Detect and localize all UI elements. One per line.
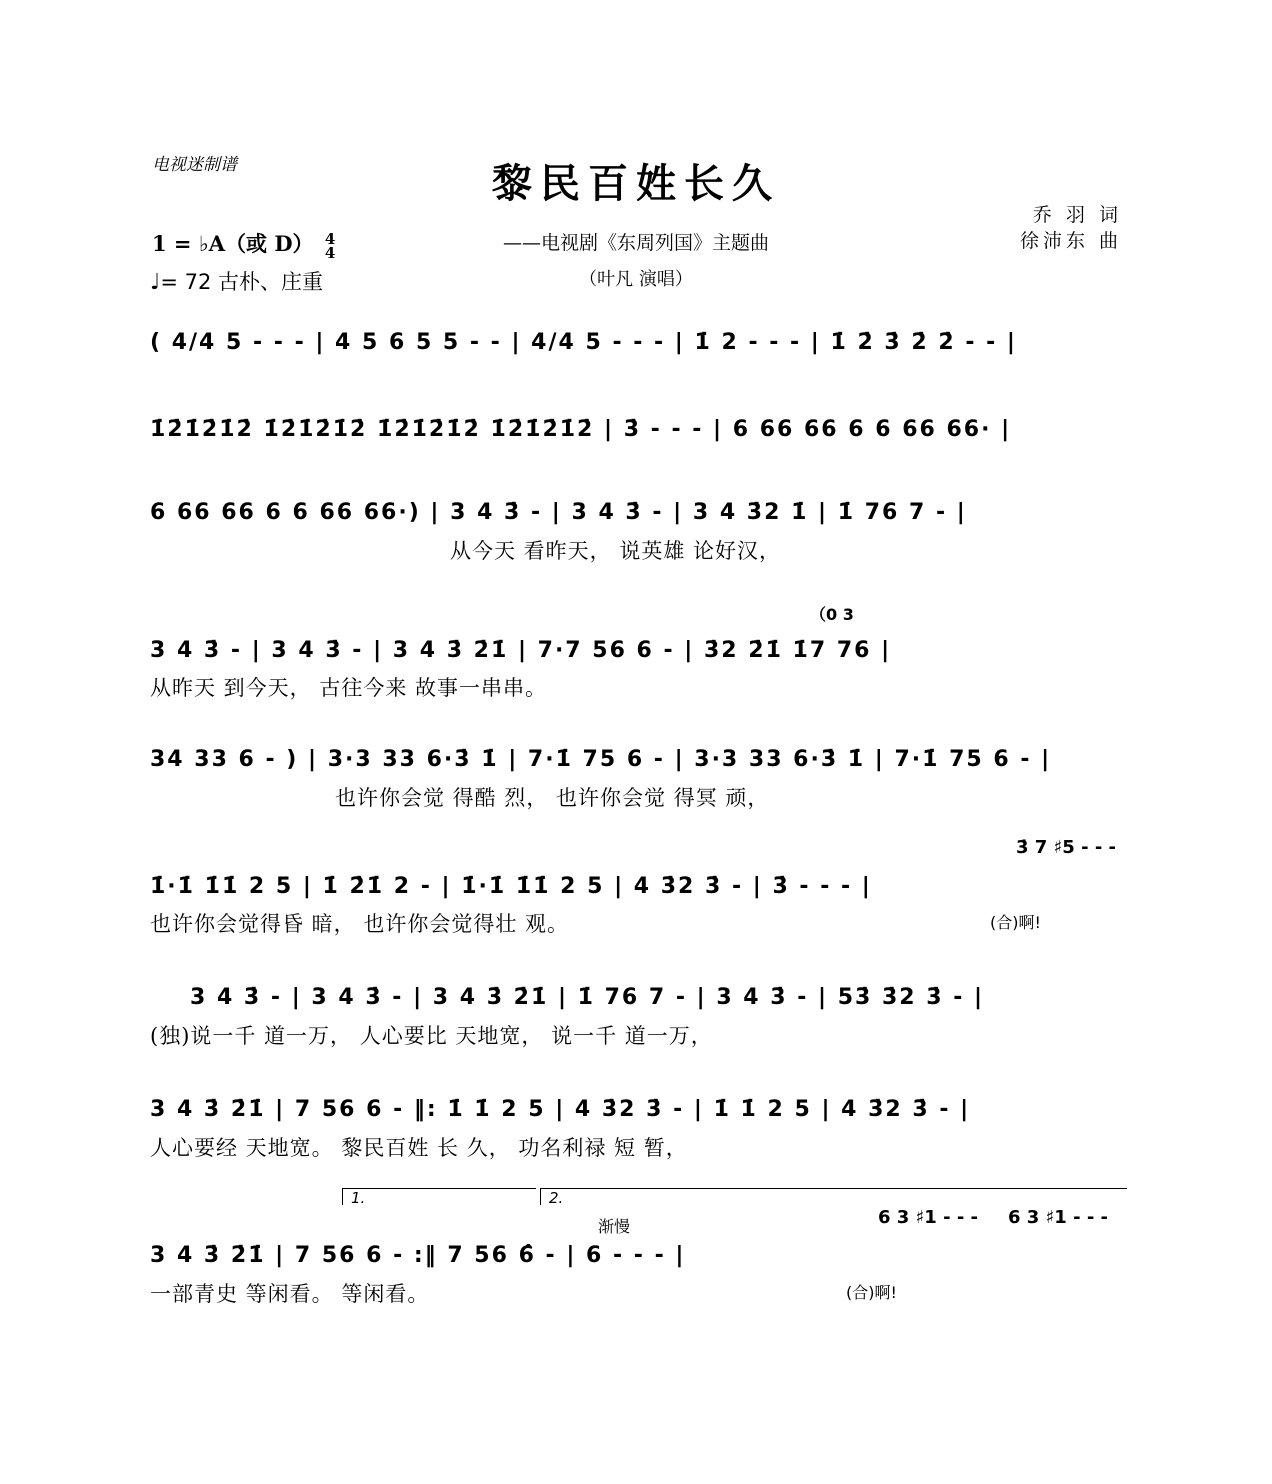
quarter-note-icon: ♩ xyxy=(150,270,161,295)
time-signature: 4 4 xyxy=(324,229,336,262)
notes-line: 34 33 6 - ) | 3·3 33 6·3̇ 1̇ | 7·1̇ 75 6 - | 3·3 33 6·3̇ 1̇ | 7·1̇ 75 6 - | xyxy=(150,747,1052,772)
lyrics-line: 从昨天 到今天， 古往今来 故事一串串。 xyxy=(150,676,548,700)
lyrics-line: 一部青史 等闲看。 等闲看。 xyxy=(150,1282,430,1306)
singer: （叶凡 演唱） xyxy=(579,269,693,290)
system-4 xyxy=(150,600,1126,700)
system-3 xyxy=(150,495,1126,565)
lyrics-line: 也许你会觉 得酷 烈， 也许你会觉 得冥 顽， xyxy=(335,786,770,810)
notes-line: 3 4 3̇ - | 3 4 3̇ - | 3 4 3̇ 2̇1̇ | 7·7 56 6 - | 3̇2 2̇1̇ 1̇7 76 | xyxy=(150,638,892,663)
system-8 xyxy=(150,1092,1126,1162)
song-title: 黎民百姓长久 xyxy=(492,160,780,207)
notes-line: 3 4 3̇ 2̇1̇ | 7 56 6 - :‖ 7 56 6̂ - | 6 - - - | xyxy=(150,1243,686,1268)
system-1 xyxy=(150,325,1126,365)
volta-1: 1. xyxy=(342,1188,536,1205)
system-5 xyxy=(150,742,1126,812)
system-7 xyxy=(150,980,1126,1050)
chorus-mark: (合)啊! xyxy=(990,913,1041,932)
system-2 xyxy=(150,412,1126,452)
system-6 xyxy=(150,838,1126,938)
lyricist: 乔 羽 词 xyxy=(1032,204,1122,226)
lyrics-line: 从今天 看昨天， 说英雄 论好汉， xyxy=(450,539,782,563)
tempo-mark: 渐慢 xyxy=(598,1217,631,1236)
tempo-text: = 72 古朴、庄重 xyxy=(160,270,324,294)
notes-line: 3 4 3̇ - | 3 4 3̇ - | 3 4 3̇ 2̇1̇ | 1̇ 76 7 - | 3 4 3̇ - | 53̇ 3̇2 3̇ - | xyxy=(190,985,985,1010)
chord-stack-1: 6 3 ♯1 - - - xyxy=(878,1207,979,1228)
notes-line: 1̇·1̇ 1̇1̇ 2 5 | 1̇ 2̇1̇ 2 - | 1̇·1̇ 1̇1̇ 2 5 | 4 3̇2 3̇ - | 3̇ - - - | xyxy=(150,874,872,899)
intro-note: （0 3 xyxy=(810,605,854,624)
chord-stack-2: 6 3 ♯1 - - - xyxy=(1008,1207,1109,1228)
chord-stack: 3̇ 7 ♯5 - - - xyxy=(1016,837,1117,858)
composer: 徐沛东 曲 xyxy=(1019,230,1122,252)
key-text: 1 = ♭A（或 D） xyxy=(152,231,314,256)
lyrics-line: 也许你会觉得昏 暗， 也许你会觉得壮 观。 xyxy=(150,912,570,936)
key-signature xyxy=(152,228,335,260)
tempo-marking xyxy=(150,266,323,296)
notes-line: ( 4/4 5 - - - | 4 5 6 5 5 - - | 4/4 5 - - - | 1̇ 2 - - - | 1̇ 2̇ 3̇ 2̇ 2̇ - - | xyxy=(150,330,1017,355)
notes-line: 6 66 66 6 6 66 66·) | 3 4 3̇ - | 3 4 3̇ - | 3 4 3̇2 1̇ | 1̇ 76 7 - | xyxy=(150,500,967,525)
volta-2: 2. xyxy=(540,1188,1127,1205)
notes-line: 1̇2̇1̇2̇1̇2̇ 1̇2̇1̇2̇1̇2̇ 1̇2̇1̇2̇1̇2̇ 1̇2̇1̇2̇1̇2̇ | 3̇ - - - | 6 66 66 6 6 66 66· | xyxy=(150,417,1012,442)
arranger-note: 电视迷制谱 xyxy=(152,155,237,175)
notes-line: 3 4 3̇ 2̇1̇ | 7 56 6 - ‖: 1̇ 1̇ 2 5 | 4 3̇2 3̇ - | 1̇ 1̇ 2 5 | 4 3̇2 3̇ - | xyxy=(150,1097,971,1122)
system-9 xyxy=(150,1188,1126,1308)
lyrics-line: (独)说一千 道一万， 人心要比 天地宽， 说一千 道一万， xyxy=(150,1024,713,1048)
lyrics-line: 人心要经 天地宽。 黎民百姓 长 久， 功名利禄 短 暂， xyxy=(150,1136,688,1160)
chorus-mark: (合)啊! xyxy=(846,1283,897,1302)
subtitle: ——电视剧《东周列国》主题曲 xyxy=(502,232,769,254)
